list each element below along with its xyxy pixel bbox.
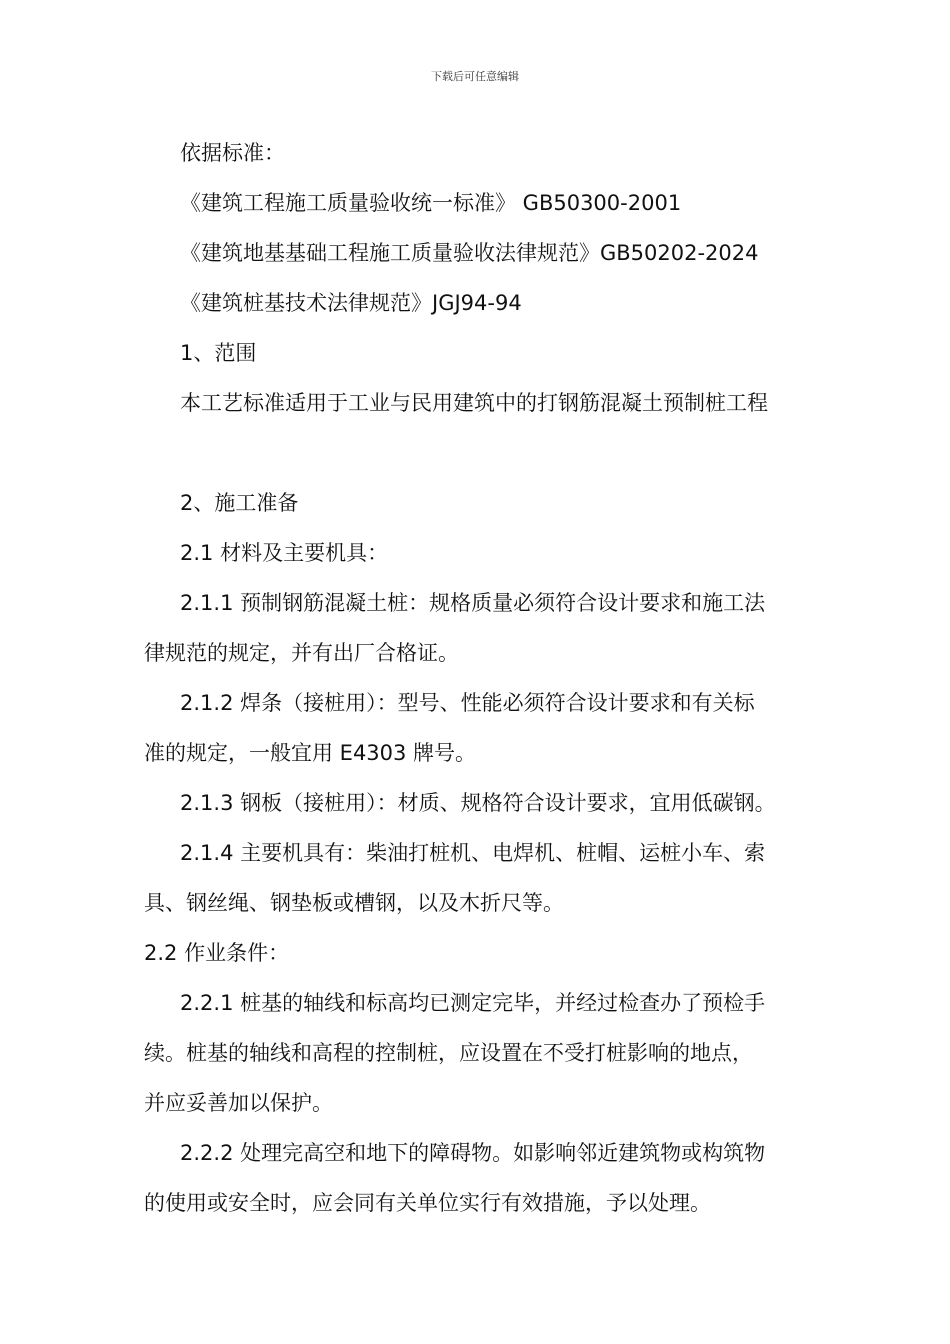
section-2-title: 2、施工准备 bbox=[180, 491, 299, 515]
section-2-1-title: 2.1 材料及主要机具： bbox=[180, 541, 389, 565]
section-2-2-number: 2.2 bbox=[144, 941, 185, 965]
paragraph-2-2-1: 2.2.1 桩基的轴线和标高均已测定完毕，并经过检查办了预检手 bbox=[180, 991, 766, 1015]
paragraph-2-1-2: 2.1.2 焊条（接桩用）：型号、性能必须符合设计要求和有关标 bbox=[180, 691, 755, 715]
standards-heading: 依据标准： bbox=[180, 141, 285, 165]
paragraph-2-1-1: 2.1.1 预制钢筋混凝土桩：规格质量必须符合设计要求和施工法 bbox=[180, 591, 766, 615]
paragraph-2-1-1-cont: 律规范的规定，并有出厂合格证。 bbox=[144, 641, 459, 665]
standard-item: 《建筑工程施工质量验收统一标准》 GB50300-2001 bbox=[180, 191, 682, 215]
section-1-title: 1、范围 bbox=[180, 341, 257, 365]
document-body bbox=[144, 128, 824, 1228]
header-note: 下载后可任意编辑 bbox=[431, 70, 519, 83]
paragraph-2-1-2-cont: 准的规定，一般宜用 E4303 牌号。 bbox=[144, 741, 477, 765]
section-1-body: 本工艺标准适用于工业与民用建筑中的打钢筋混凝土预制桩工程 bbox=[180, 391, 768, 415]
standard-item: 《建筑地基基础工程施工质量验收法律规范》GB50202-2024 bbox=[180, 241, 759, 265]
paragraph-2-2-1-cont: 续。桩基的轴线和高程的控制桩，应设置在不受打桩影响的地点， bbox=[144, 1041, 753, 1065]
paragraph-2-2-2-cont: 的使用或安全时，应会同有关单位实行有效措施，予以处理。 bbox=[144, 1191, 711, 1215]
section-2-2-title bbox=[144, 928, 824, 978]
paragraph-2-1-4: 2.1.4 主要机具有：柴油打桩机、电焊机、桩帽、运桩小车、索 bbox=[180, 841, 766, 865]
blank-line bbox=[144, 428, 824, 478]
section-2-2-label: 作业条件： bbox=[184, 941, 290, 965]
paragraph-2-1-4-cont: 具、钢丝绳、钢垫板或槽钢，以及木折尺等。 bbox=[144, 891, 564, 915]
paragraph-2-2-1-cont: 并应妥善加以保护。 bbox=[144, 1091, 333, 1115]
paragraph-2-2-2: 2.2.2 处理完高空和地下的障碍物。如影响邻近建筑物或构筑物 bbox=[180, 1141, 766, 1165]
paragraph-2-1-3: 2.1.3 钢板（接桩用）：材质、规格符合设计要求，宜用低碳钢。 bbox=[180, 791, 776, 815]
standard-item: 《建筑桩基技术法律规范》JGJ94-94 bbox=[180, 291, 522, 315]
